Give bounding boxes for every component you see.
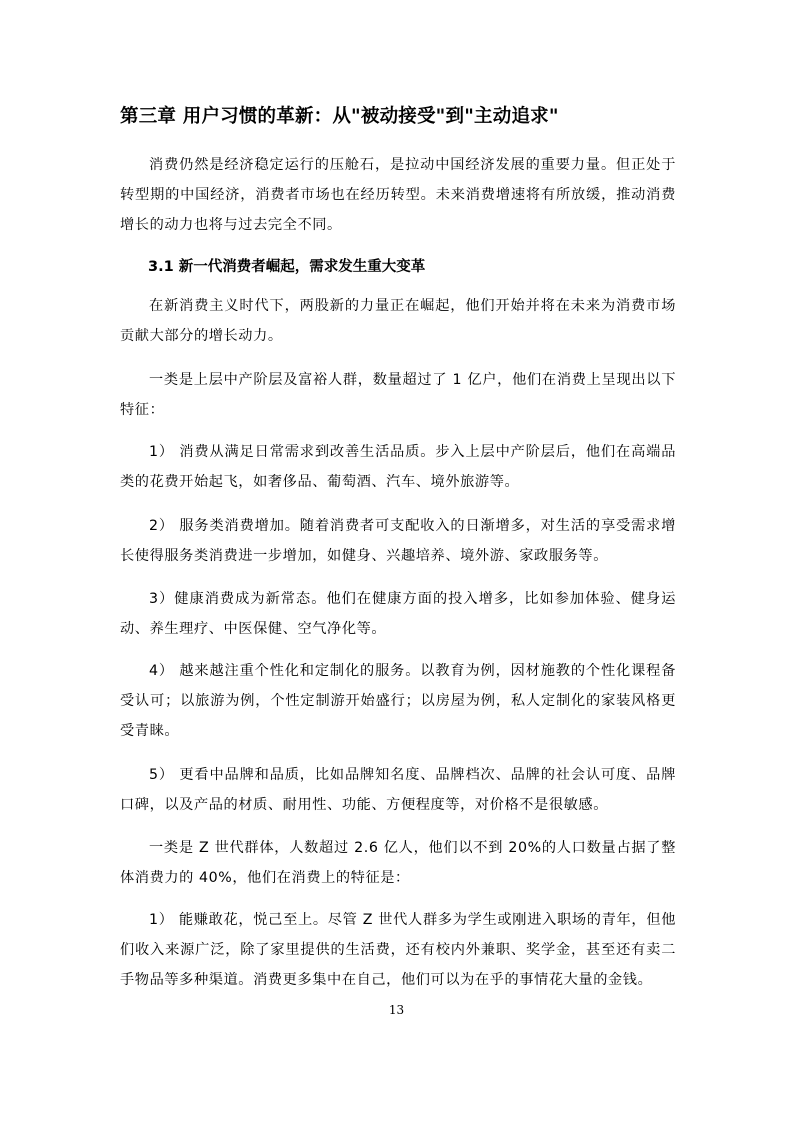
list-item-service-consumption: 2） 服务类消费增加。随着消费者可支配收入的日渐增多，对生活的享受需求增长使得服务类消费进一步增加，如健身、兴趣培养、境外游、家政服务等。 — [120, 518, 676, 564]
chapter-title: 第三章 用户习惯的革新：从"被动接受"到"主动追求" — [120, 106, 559, 127]
intro-paragraph: 消费仍然是经济稳定运行的压舱石，是拉动中国经济发展的重要力量。但正处于转型期的中国经济，消费者市场也在经历转型。未来消费增速将有所放缓，推动消费增长的动力也将与过去完全不同。 — [120, 157, 676, 233]
section-paragraph-upper-middle-class: 一类是上层中产阶层及富裕人群，数量超过了 1 亿户，他们在消费上呈现出以下特征： — [120, 372, 676, 418]
list-item-personalization: 4） 越来越注重个性化和定制化的服务。以教育为例，因材施教的个性化课程备受认可；以旅游为例，个性定制游开始盛行；以房屋为例，私人定制化的家装风格更受青睐。 — [120, 663, 676, 739]
section-paragraph-gen-z: 一类是 Z 世代群体，人数超过 2.6 亿人，他们以不到 20%的人口数量占据了整体消费力的 40%，他们在消费上的特征是： — [120, 840, 676, 886]
list-item-brand-quality: 5） 更看中品牌和品质，比如品牌知名度、品牌档次、品牌的社会认可度、品牌口碑，以及产品的材质、耐用性、功能、方便程度等，对价格不是很敏感。 — [120, 767, 676, 813]
list-item-quality-of-life: 1） 消费从满足日常需求到改善生活品质。步入上层中产阶层后，他们在高端品类的花费开始起飞，如奢侈品、葡萄酒、汽车、境外旅游等。 — [120, 444, 676, 490]
list-item-health-consumption: 3）健康消费成为新常态。他们在健康方面的投入增多，比如参加体验、健身运动、养生理疗、中医保健、空气净化等。 — [120, 591, 676, 637]
section-title: 3.1 新一代消费者崛起，需求发生重大变革 — [148, 259, 426, 275]
section-paragraph-new-forces: 在新消费主义时代下，两股新的力量正在崛起，他们开始并将在未来为消费市场贡献大部分的增长动力。 — [120, 298, 676, 344]
page-number: 13 — [388, 1003, 405, 1017]
list-item-earn-and-spend: 1） 能赚敢花，悦己至上。尽管 Z 世代人群多为学生或刚进入职场的青年，但他们收入来源广泛，除了家里提供的生活费，还有校内外兼职、奖学金，甚至还有卖二手物品等多种渠道。消费更多集中在自己，他们可以为在乎的事情花大量的金钱。 — [120, 912, 676, 988]
